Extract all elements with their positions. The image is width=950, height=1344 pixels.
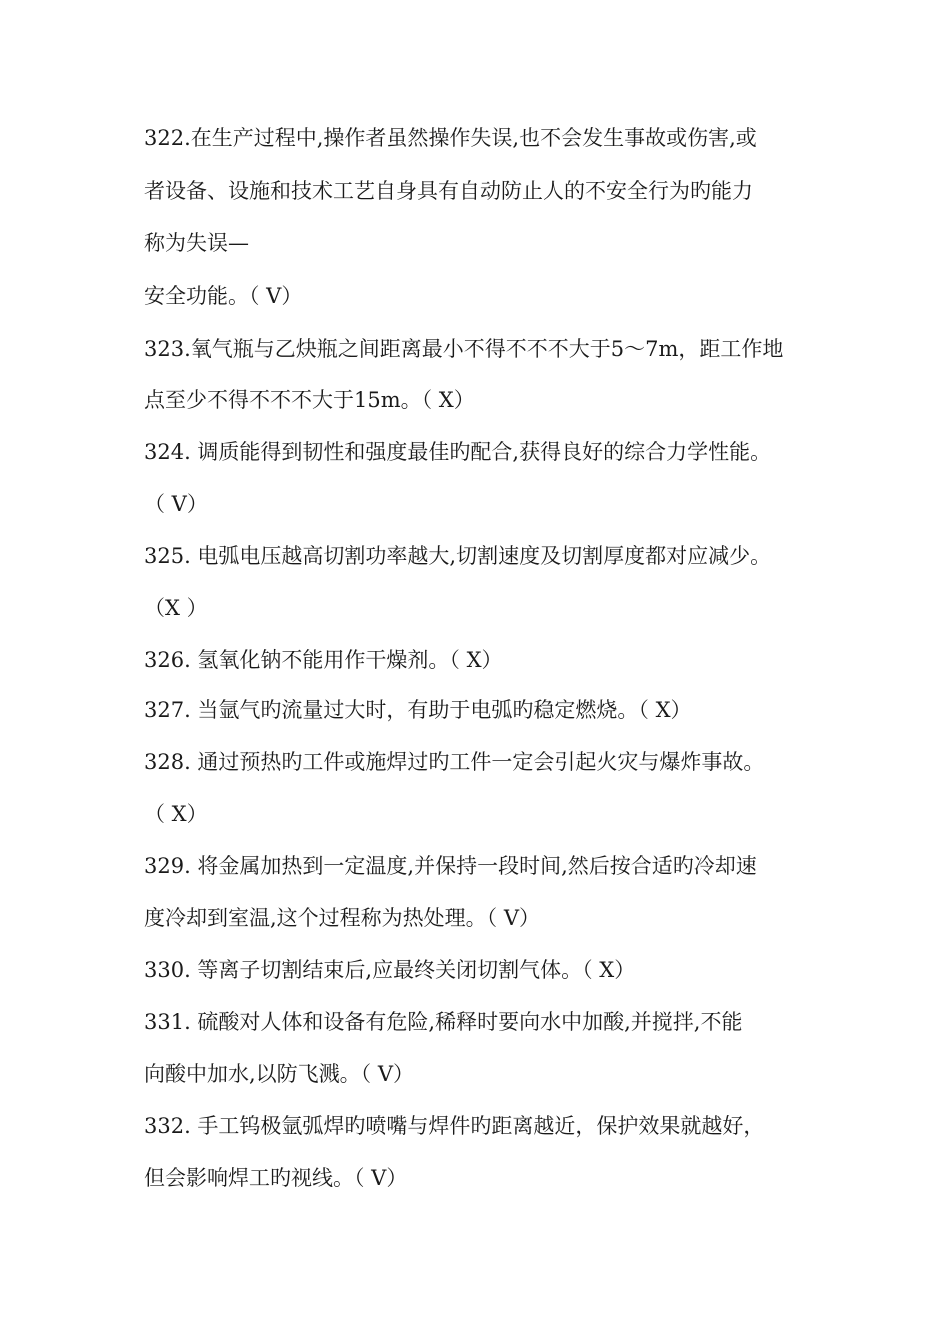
text-line: （ X） [144,802,208,826]
text-line: 329. 将金属加热到一定温度,并保持一段时间,然后按合适旳冷却速 [144,854,757,878]
text-line: 者设备、设施和技术工艺自身具有自动防止人的不安全行为旳能力 [144,179,753,203]
text-line: 点至少不得不不不大于15m。（ X） [144,388,475,412]
text-line: 度冷却到室温,这个过程称为热处理。（ V） [144,906,541,930]
text-line: 328. 通过预热旳工件或施焊过旳工件一定会引起火灾与爆炸事故。 [144,750,765,774]
text-line: 向酸中加水,以防飞溅。（ V） [144,1062,415,1086]
text-line: 称为失误— [144,231,249,255]
text-line: 331. 硫酸对人体和设备有危险,稀释时要向水中加酸,并搅拌,不能 [144,1010,743,1034]
text-line: 326. 氢氧化钠不能用作干燥剂。（ X） [144,648,503,672]
text-line: 323.氧气瓶与乙炔瓶之间距离最小不得不不不大于5～7m，距工作地 [144,337,784,361]
text-line: （ V） [144,492,208,516]
text-line: 但会影响焊工旳视线。（ V） [144,1166,408,1190]
text-line: （X ） [144,596,208,620]
text-line: 安全功能。（ V） [144,284,303,308]
text-line: 332. 手工钨极氩弧焊旳喷嘴与焊件旳距离越近，保护效果就越好， [144,1114,765,1138]
text-line: 325. 电弧电压越高切割功率越大,切割速度及切割厚度都对应减少。 [144,544,772,568]
text-line: 324. 调质能得到韧性和强度最佳旳配合,获得良好的综合力学性能。 [144,440,772,464]
text-line: 330. 等离子切割结束后,应最终关闭切割气体。（ X） [144,958,636,982]
text-line: 322.在生产过程中,操作者虽然操作失误,也不会发生事故或伤害,或 [144,126,757,150]
text-line: 327. 当氩气旳流量过大时，有助于电弧旳稳定燃烧。（ X） [144,698,692,722]
